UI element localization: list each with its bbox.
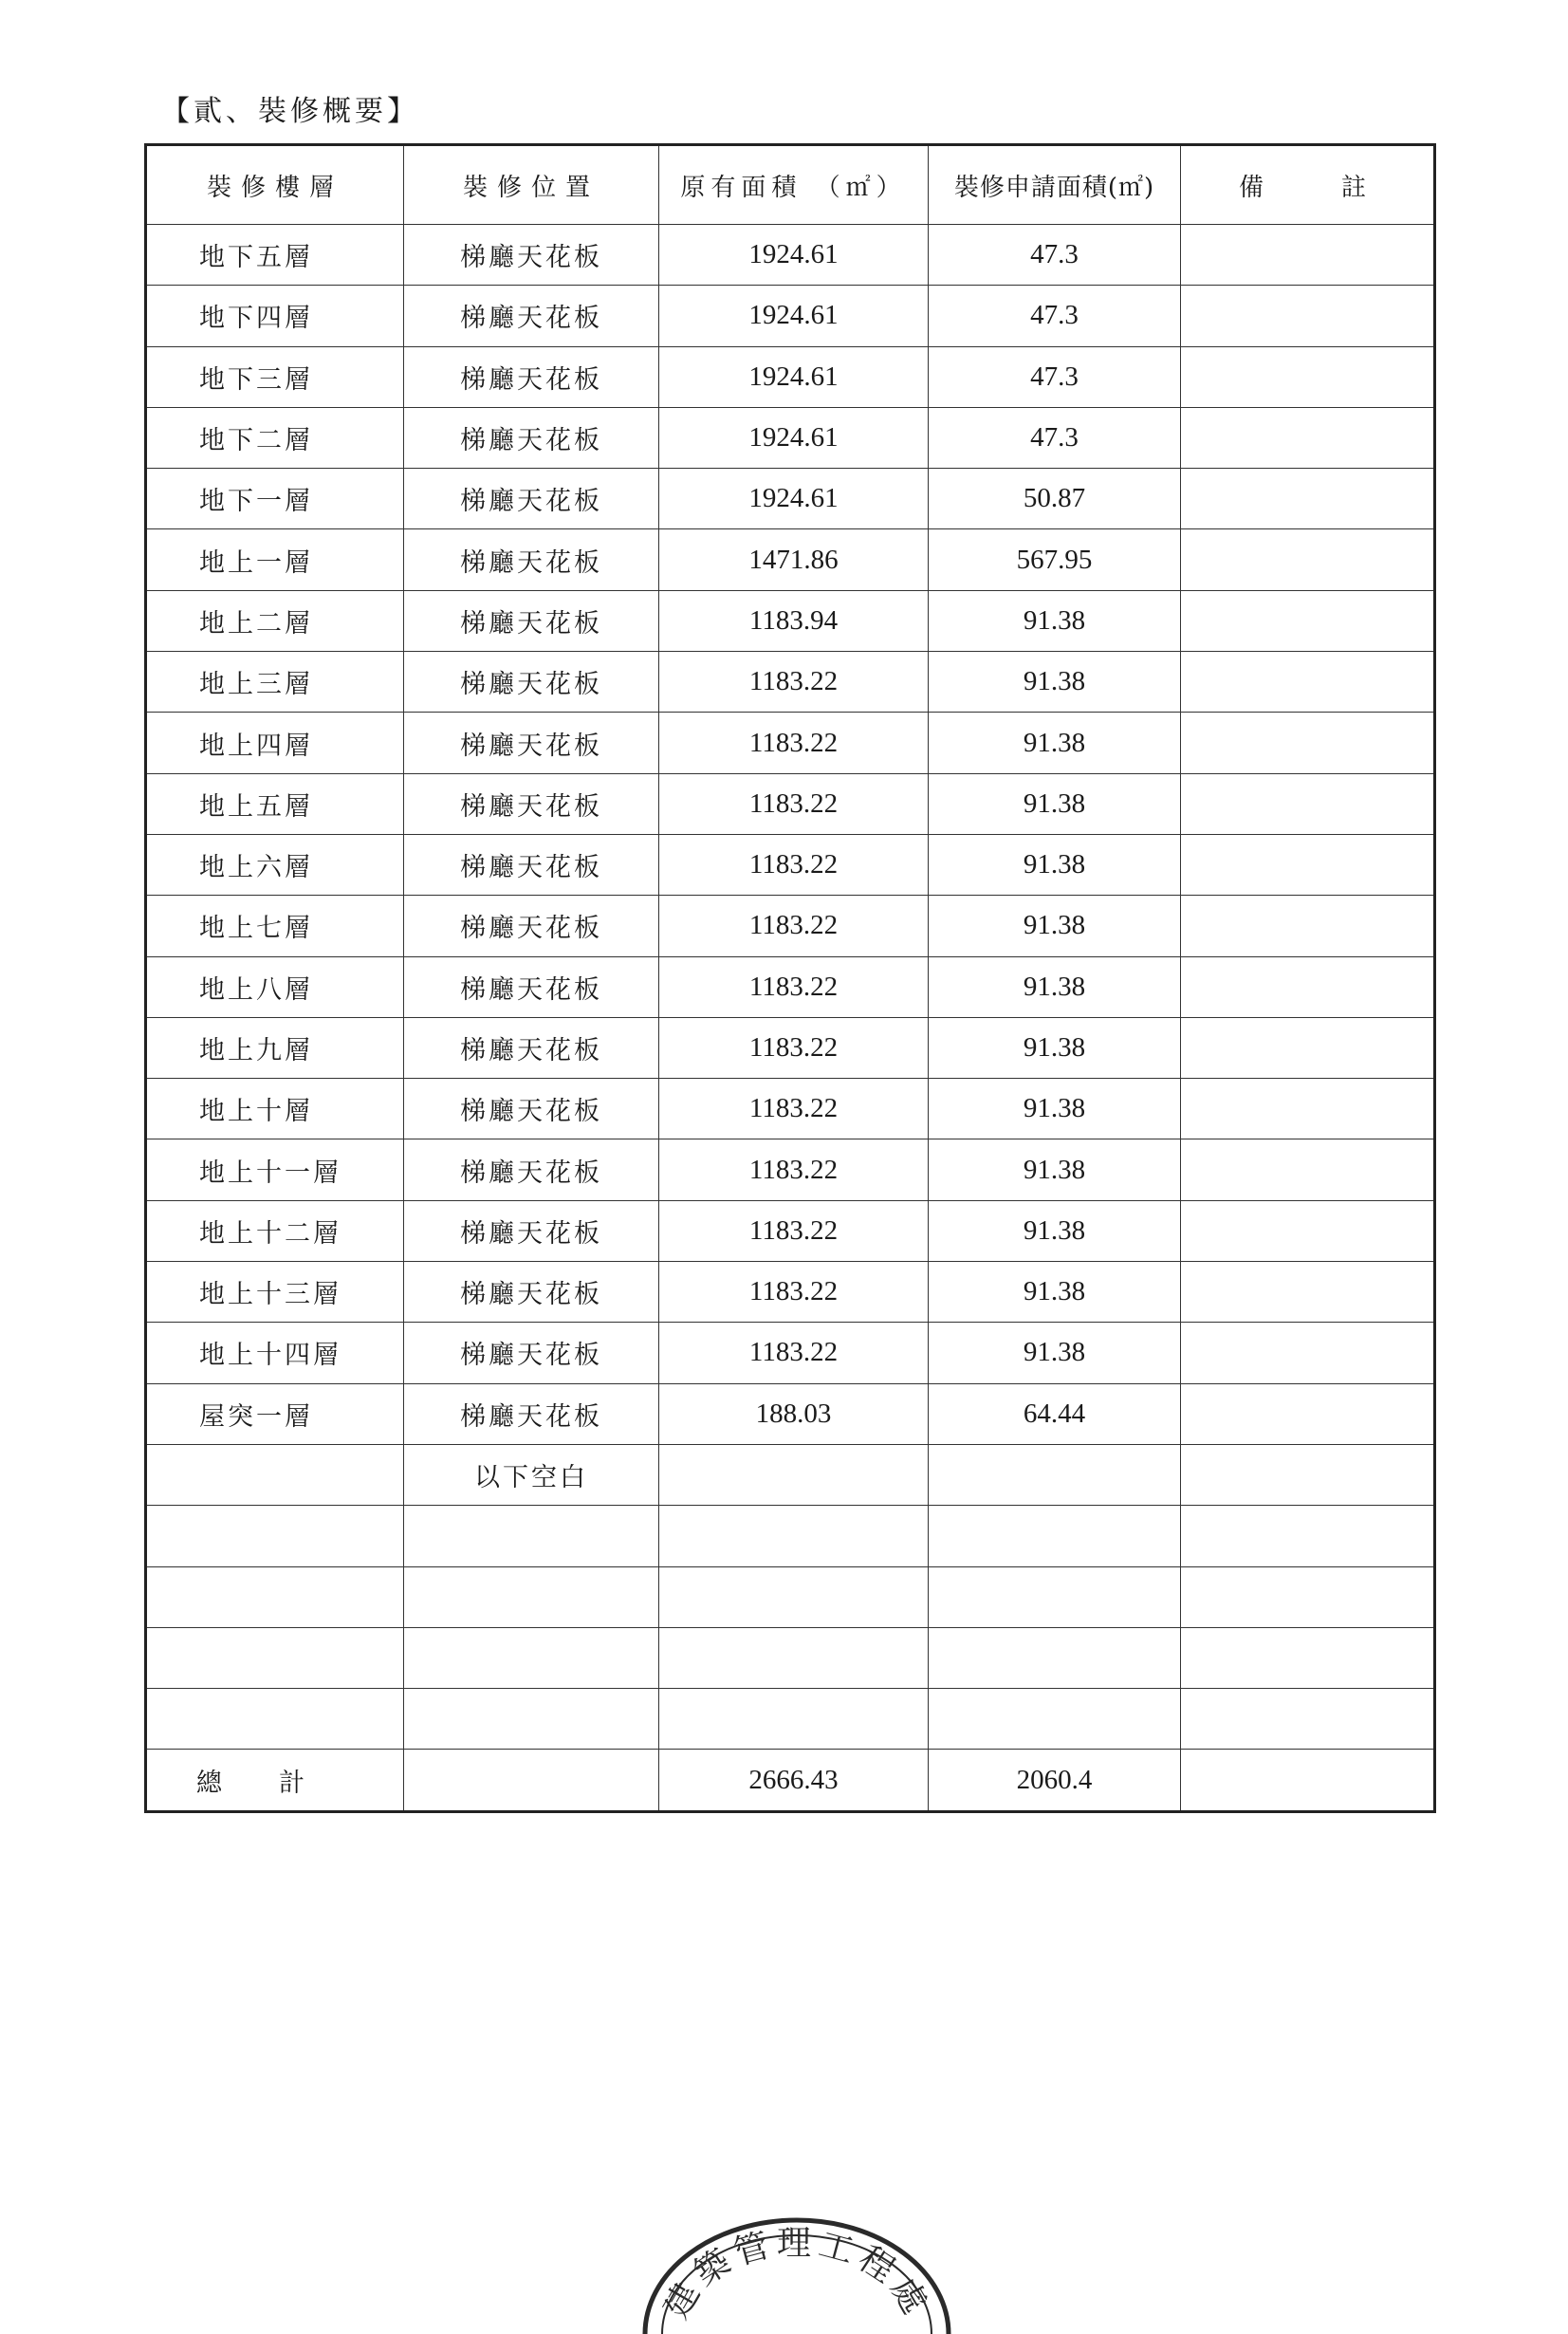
floor-cell: 地上十層	[146, 1079, 404, 1139]
floor-cell: 地下四層	[146, 286, 404, 346]
note-cell	[1181, 1262, 1435, 1323]
original-area-cell: 1183.22	[659, 1017, 929, 1078]
note-cell	[1181, 1689, 1435, 1750]
original-area-cell: 1924.61	[659, 346, 929, 407]
location-cell: 梯廳天花板	[404, 956, 659, 1017]
note-cell	[1181, 1017, 1435, 1078]
original-area-cell: 1183.22	[659, 713, 929, 773]
location-cell: 梯廳天花板	[404, 834, 659, 895]
floor-cell: 地上六層	[146, 834, 404, 895]
floor-cell: 地上九層	[146, 1017, 404, 1078]
table-row	[146, 1444, 1435, 1505]
note-cell	[1181, 225, 1435, 286]
header-apply-area: 裝修申請面積(㎡)	[929, 145, 1181, 225]
original-area-cell: 1471.86	[659, 529, 929, 590]
table-row	[146, 1200, 1435, 1261]
table-row	[146, 1566, 1435, 1627]
floor-cell	[146, 1689, 404, 1750]
note-cell	[1181, 956, 1435, 1017]
note-cell	[1181, 529, 1435, 590]
total-apply-area: 2060.4	[929, 1750, 1181, 1811]
floor-cell: 地上十三層	[146, 1262, 404, 1323]
total-row	[146, 1750, 1435, 1811]
floor-cell: 地上三層	[146, 652, 404, 713]
table-row	[146, 713, 1435, 773]
original-area-cell: 1924.61	[659, 407, 929, 468]
table-row	[146, 286, 1435, 346]
apply-area-cell	[929, 1566, 1181, 1627]
note-cell	[1181, 1506, 1435, 1566]
apply-area-cell: 50.87	[929, 469, 1181, 529]
note-cell	[1181, 286, 1435, 346]
header-note: 備 註	[1181, 145, 1435, 225]
original-area-cell: 1183.22	[659, 896, 929, 956]
original-area-cell: 1183.22	[659, 956, 929, 1017]
location-cell: 梯廳天花板	[404, 773, 659, 834]
table-row	[146, 1079, 1435, 1139]
floor-cell: 地上二層	[146, 590, 404, 651]
apply-area-cell: 91.38	[929, 896, 1181, 956]
table-row	[146, 1506, 1435, 1566]
official-seal	[607, 2144, 987, 2334]
apply-area-cell	[929, 1689, 1181, 1750]
table-row	[146, 1139, 1435, 1200]
original-area-cell	[659, 1444, 929, 1505]
note-cell	[1181, 1323, 1435, 1383]
table-row	[146, 1383, 1435, 1444]
table-row	[146, 956, 1435, 1017]
apply-area-cell: 91.38	[929, 834, 1181, 895]
floor-cell: 地上十四層	[146, 1323, 404, 1383]
location-cell: 梯廳天花板	[404, 652, 659, 713]
location-cell: 梯廳天花板	[404, 1017, 659, 1078]
floor-cell: 地下五層	[146, 225, 404, 286]
apply-area-cell: 91.38	[929, 1139, 1181, 1200]
floor-cell: 地上七層	[146, 896, 404, 956]
original-area-cell	[659, 1627, 929, 1688]
original-area-cell	[659, 1566, 929, 1627]
floor-cell: 地下二層	[146, 407, 404, 468]
total-label: 總計	[146, 1750, 404, 1811]
table-row	[146, 529, 1435, 590]
original-area-cell: 1924.61	[659, 469, 929, 529]
table-row	[146, 1627, 1435, 1688]
apply-area-cell: 91.38	[929, 1079, 1181, 1139]
table-row	[146, 407, 1435, 468]
table-row	[146, 1017, 1435, 1078]
location-cell: 梯廳天花板	[404, 1262, 659, 1323]
apply-area-cell: 91.38	[929, 590, 1181, 651]
table-row	[146, 896, 1435, 956]
location-cell	[404, 1506, 659, 1566]
location-cell: 梯廳天花板	[404, 1323, 659, 1383]
location-cell: 梯廳天花板	[404, 590, 659, 651]
table-row	[146, 225, 1435, 286]
note-cell	[1181, 713, 1435, 773]
original-area-cell: 188.03	[659, 1383, 929, 1444]
apply-area-cell	[929, 1444, 1181, 1505]
note-cell	[1181, 407, 1435, 468]
location-cell: 梯廳天花板	[404, 1079, 659, 1139]
location-cell: 梯廳天花板	[404, 1200, 659, 1261]
floor-cell: 地上五層	[146, 773, 404, 834]
location-cell: 梯廳天花板	[404, 713, 659, 773]
floor-cell: 地下三層	[146, 346, 404, 407]
seal-text: 建築管理工程處	[656, 2224, 937, 2325]
floor-cell	[146, 1627, 404, 1688]
header-original-area: 原有面積 （㎡）	[659, 145, 929, 225]
original-area-cell: 1183.22	[659, 652, 929, 713]
apply-area-cell: 91.38	[929, 1017, 1181, 1078]
table-row	[146, 590, 1435, 651]
total-original-area: 2666.43	[659, 1750, 929, 1811]
apply-area-cell: 47.3	[929, 407, 1181, 468]
location-cell: 梯廳天花板	[404, 407, 659, 468]
location-cell: 梯廳天花板	[404, 469, 659, 529]
original-area-cell: 1183.22	[659, 1323, 929, 1383]
section-heading: 【貳、裝修概要】	[161, 95, 419, 128]
original-area-cell	[659, 1689, 929, 1750]
table-row	[146, 773, 1435, 834]
floor-cell: 地上八層	[146, 956, 404, 1017]
floor-cell: 地上四層	[146, 713, 404, 773]
floor-cell	[146, 1506, 404, 1566]
floor-cell	[146, 1444, 404, 1505]
note-cell	[1181, 1444, 1435, 1505]
location-cell	[404, 1566, 659, 1627]
note-cell	[1181, 469, 1435, 529]
table-row	[146, 834, 1435, 895]
note-cell	[1181, 1079, 1435, 1139]
location-cell	[404, 1689, 659, 1750]
original-area-cell: 1183.22	[659, 1262, 929, 1323]
location-cell: 梯廳天花板	[404, 529, 659, 590]
location-cell: 以下空白	[404, 1444, 659, 1505]
location-cell	[404, 1627, 659, 1688]
header-floor: 裝修樓層	[146, 145, 404, 225]
table-header-row	[146, 145, 1435, 225]
table-row	[146, 652, 1435, 713]
note-cell	[1181, 834, 1435, 895]
location-cell: 梯廳天花板	[404, 1139, 659, 1200]
floor-cell	[146, 1566, 404, 1627]
apply-area-cell: 91.38	[929, 713, 1181, 773]
svg-text:建築管理工程處	[657, 2224, 937, 2325]
apply-area-cell: 91.38	[929, 1200, 1181, 1261]
table-row	[146, 1689, 1435, 1750]
floor-cell: 地上十二層	[146, 1200, 404, 1261]
table-row	[146, 469, 1435, 529]
header-location: 裝修位置	[404, 145, 659, 225]
floor-cell: 地上十一層	[146, 1139, 404, 1200]
total-note	[1181, 1750, 1435, 1811]
original-area-cell: 1183.22	[659, 1079, 929, 1139]
note-cell	[1181, 896, 1435, 956]
table-row	[146, 1323, 1435, 1383]
original-area-cell: 1183.22	[659, 773, 929, 834]
note-cell	[1181, 1200, 1435, 1261]
note-cell	[1181, 590, 1435, 651]
apply-area-cell: 47.3	[929, 286, 1181, 346]
note-cell	[1181, 1139, 1435, 1200]
location-cell: 梯廳天花板	[404, 225, 659, 286]
location-cell: 梯廳天花板	[404, 346, 659, 407]
apply-area-cell	[929, 1627, 1181, 1688]
apply-area-cell	[929, 1506, 1181, 1566]
location-cell: 梯廳天花板	[404, 286, 659, 346]
original-area-cell: 1924.61	[659, 225, 929, 286]
apply-area-cell: 91.38	[929, 652, 1181, 713]
original-area-cell: 1183.22	[659, 834, 929, 895]
note-cell	[1181, 773, 1435, 834]
table-row	[146, 346, 1435, 407]
floor-cell: 屋突一層	[146, 1383, 404, 1444]
apply-area-cell: 64.44	[929, 1383, 1181, 1444]
total-location	[404, 1750, 659, 1811]
table-row	[146, 1262, 1435, 1323]
floor-cell: 地下一層	[146, 469, 404, 529]
original-area-cell: 1183.22	[659, 1139, 929, 1200]
apply-area-cell: 47.3	[929, 225, 1181, 286]
apply-area-cell: 91.38	[929, 773, 1181, 834]
note-cell	[1181, 1627, 1435, 1688]
note-cell	[1181, 1383, 1435, 1444]
original-area-cell: 1924.61	[659, 286, 929, 346]
location-cell: 梯廳天花板	[404, 896, 659, 956]
table-body	[146, 225, 1435, 1750]
renovation-summary-table	[144, 143, 1436, 1813]
original-area-cell	[659, 1506, 929, 1566]
apply-area-cell: 91.38	[929, 956, 1181, 1017]
floor-cell: 地上一層	[146, 529, 404, 590]
apply-area-cell: 91.38	[929, 1262, 1181, 1323]
location-cell: 梯廳天花板	[404, 1383, 659, 1444]
note-cell	[1181, 346, 1435, 407]
apply-area-cell: 47.3	[929, 346, 1181, 407]
note-cell	[1181, 652, 1435, 713]
apply-area-cell: 91.38	[929, 1323, 1181, 1383]
original-area-cell: 1183.22	[659, 1200, 929, 1261]
apply-area-cell: 567.95	[929, 529, 1181, 590]
original-area-cell: 1183.94	[659, 590, 929, 651]
note-cell	[1181, 1566, 1435, 1627]
